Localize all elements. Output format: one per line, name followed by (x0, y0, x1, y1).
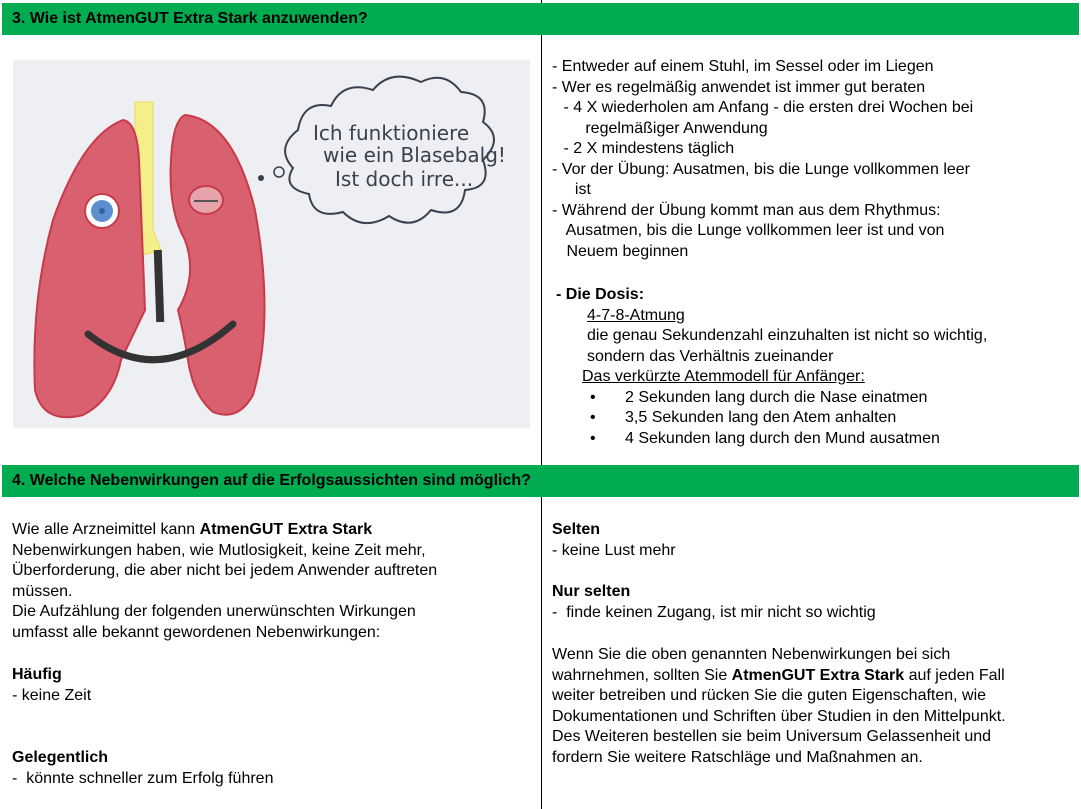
bubble-line-3: Ist doch irre... (335, 167, 474, 191)
usage-instructions (552, 57, 973, 262)
nose-line (154, 250, 165, 322)
advice-line: weiter betreiben und rücken Sie die guten Eigenschaften, wie (552, 687, 987, 704)
smiling-lung-drawing (13, 60, 530, 428)
breathing-step (556, 408, 987, 429)
usage-line: - 2 X mindestens täglich (559, 140, 735, 157)
intro-line: Die Aufzählung der folgenden unerwünschten Wirkungen (12, 603, 416, 620)
advice-text: auf jeden Fall (904, 666, 1005, 684)
advice-line: Wenn Sie die oben genannten Nebenwirkungen bei sich (552, 646, 951, 663)
right-lung (171, 115, 265, 415)
intro-line: müssen. (12, 582, 73, 600)
usage-line: regelmäßiger Anwendung (572, 119, 768, 137)
intro-line: Überforderung, die aber nicht bei jedem Anwender auftreten (12, 562, 438, 579)
eye-pupil (99, 208, 105, 214)
frequency-label: Häufig (12, 666, 62, 683)
breathing-step-text: 3,5 Sekunden lang den Atem anhalten (625, 409, 897, 426)
frequency-label: Selten (552, 521, 601, 538)
usage-line: - Entweder auf einem Stuhl, im Sessel oder im Liegen (552, 58, 934, 75)
advice-block (552, 645, 1006, 768)
breathing-step (556, 388, 987, 409)
frequency-item: - keine Zeit (12, 686, 92, 704)
usage-line: - 4 X wiederholen am Anfang - die ersten drei Wochen bei (559, 99, 974, 116)
breathing-step (556, 429, 987, 450)
usage-line: - Wer es regelmäßig anwendet ist immer gut beraten (552, 78, 926, 96)
beginner-model-title: Das verkürzte Atemmodell für Anfänger: (582, 368, 865, 385)
usage-line: Neuem beginnen (562, 242, 689, 260)
column-divider (541, 0, 542, 3)
intro-line (12, 520, 437, 541)
thought-dot (258, 175, 264, 181)
thought-dot (274, 167, 284, 177)
frequency-item: - keine Lust mehr (552, 541, 676, 559)
usage-line: ist (566, 181, 591, 198)
frequency-label: Gelegentlich (12, 749, 109, 766)
dosis-note: die genau Sekundenzahl einzuhalten ist nicht so wichtig, (587, 327, 988, 344)
advice-text: wahrnehmen, sollten Sie (552, 666, 732, 684)
product-name: AtmenGUT Extra Stark (199, 521, 373, 538)
column-divider (541, 35, 542, 465)
column-divider (541, 497, 542, 809)
dosis-label: - Die Dosis: (556, 286, 645, 303)
bullet-icon: • (590, 429, 596, 447)
lung-illustration (13, 60, 530, 428)
advice-line: Dokumentationen und Schriften über Studien in den Mittelpunkt. (552, 707, 1006, 725)
bullet-icon: • (590, 409, 596, 426)
frequency-haeufig (12, 665, 91, 706)
bullet-icon: • (590, 388, 596, 406)
usage-line: - Vor der Übung: Ausatmen, bis die Lunge vollkommen leer (552, 160, 971, 178)
advice-line (552, 666, 1006, 687)
intro-line: Nebenwirkungen haben, wie Mutlosigkeit, keine Zeit mehr, (12, 541, 426, 559)
breathing-step-text: 4 Sekunden lang durch den Mund ausatmen (625, 429, 940, 447)
advice-line: Des Weiteren bestellen sie beim Universum Gelassenheit und (552, 728, 992, 745)
section-3-heading: 3. Wie ist AtmenGUT Extra Stark anzuwenden? (2, 3, 1079, 35)
advice-line: fordern Sie weitere Ratschläge und Maßnahmen an. (552, 748, 923, 766)
usage-line: - Während der Übung kommt man aus dem Rhythmus: (552, 201, 941, 219)
product-name: AtmenGUT Extra Stark (731, 666, 905, 684)
dosis-method: 4-7-8-Atmung (587, 306, 685, 324)
intro-text: Wie alle Arzneimittel kann (12, 521, 200, 538)
intro-line: umfasst alle bekannt gewordenen Nebenwirkungen: (12, 623, 381, 641)
breathing-step-text: 2 Sekunden lang durch die Nase einatmen (625, 388, 928, 406)
frequency-selten (552, 520, 676, 561)
dosis-block (556, 285, 987, 449)
bubble-line-1: Ich funktioniere (313, 121, 470, 145)
frequency-item: - finde keinen Zugang, ist mir nicht so wichtig (552, 603, 876, 621)
frequency-gelegentlich (12, 748, 273, 789)
frequency-label: Nur selten (552, 583, 631, 600)
side-effects-intro (12, 520, 437, 643)
dosis-note: sondern das Verhältnis zueinander (587, 347, 834, 365)
bubble-line-2: wie ein Blasebalg! (323, 143, 506, 167)
left-lung (34, 120, 145, 417)
section-4-heading: 4. Welche Nebenwirkungen auf die Erfolgsaussichten sind möglich? (2, 465, 1079, 497)
frequency-item: - könnte schneller zum Erfolg führen (12, 769, 274, 787)
usage-line: Ausatmen, bis die Lunge vollkommen leer ist und von (562, 222, 945, 239)
frequency-nur-selten (552, 582, 876, 623)
